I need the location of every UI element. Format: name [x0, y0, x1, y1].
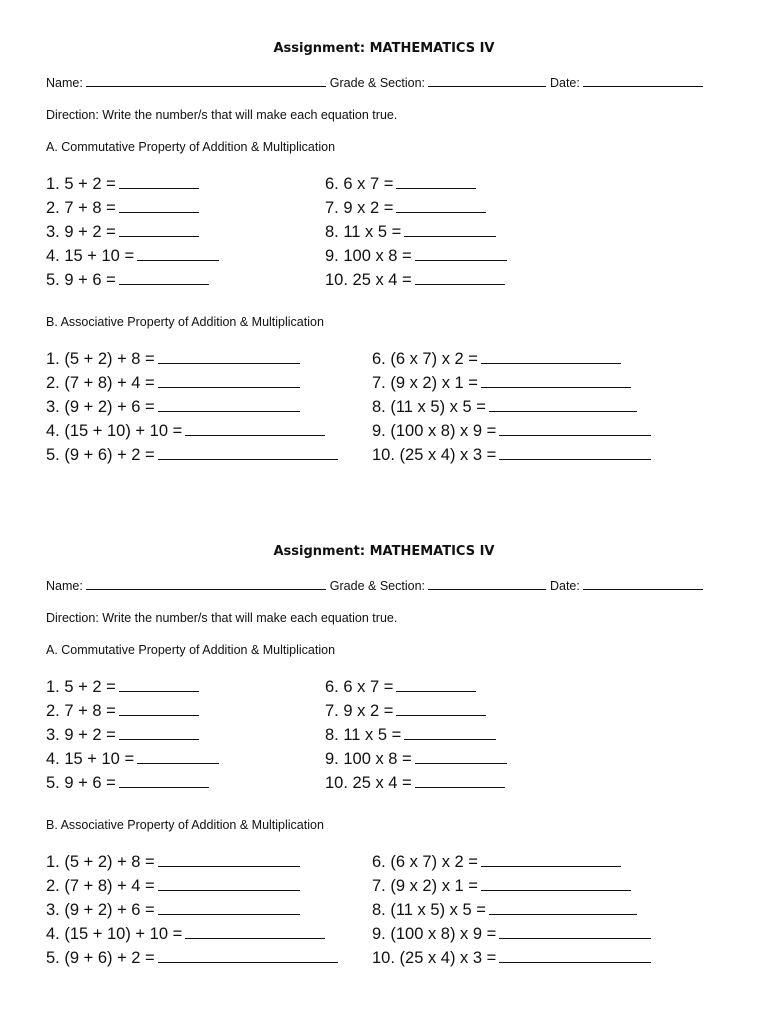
date-blank[interactable] — [583, 75, 703, 87]
equation-text: 10. (25 x 4) x 3 = — [372, 949, 497, 967]
equation-text: 2. (7 + 8) + 4 = — [46, 877, 155, 895]
equation-item — [46, 900, 300, 920]
answer-blank[interactable] — [119, 725, 199, 740]
equation-item — [325, 773, 505, 793]
equation-item — [46, 421, 325, 441]
answer-blank[interactable] — [404, 725, 496, 740]
worksheet-1 — [0, 0, 768, 500]
answer-blank[interactable] — [396, 677, 476, 692]
answer-blank[interactable] — [158, 948, 338, 963]
equation-item — [46, 246, 219, 266]
date-blank[interactable] — [583, 578, 703, 590]
worksheet-title: Assignment: MATHEMATICS IV — [273, 41, 495, 56]
equation-text: 9. 100 x 8 = — [325, 750, 412, 768]
equation-item — [46, 222, 199, 242]
equation-item — [372, 852, 621, 872]
student-info-row — [46, 578, 703, 593]
answer-blank[interactable] — [119, 677, 199, 692]
equation-item — [46, 445, 338, 465]
grade-section-blank[interactable] — [428, 75, 546, 87]
answer-blank[interactable] — [415, 773, 505, 788]
equation-text: 6. (6 x 7) x 2 = — [372, 350, 478, 368]
equation-item — [372, 876, 631, 896]
answer-blank[interactable] — [158, 900, 300, 915]
answer-blank[interactable] — [396, 174, 476, 189]
equation-item — [46, 749, 219, 769]
equation-item — [46, 948, 338, 968]
name-label: Name: — [46, 76, 83, 90]
answer-blank[interactable] — [158, 349, 300, 364]
equation-item — [372, 900, 637, 920]
equation-text: 6. 6 x 7 = — [325, 678, 394, 696]
equation-text: 5. 9 + 6 = — [46, 271, 116, 289]
answer-blank[interactable] — [489, 397, 637, 412]
answer-blank[interactable] — [481, 876, 631, 891]
equation-item — [372, 421, 651, 441]
equation-text: 5. (9 + 6) + 2 = — [46, 949, 155, 967]
equation-item — [325, 749, 507, 769]
equation-item — [325, 725, 496, 745]
answer-blank[interactable] — [158, 397, 300, 412]
equation-item — [372, 373, 631, 393]
student-info-row — [46, 75, 703, 90]
equation-text: 7. 9 x 2 = — [325, 702, 394, 720]
answer-blank[interactable] — [158, 876, 300, 891]
name-blank[interactable] — [86, 75, 326, 87]
equation-text: 7. (9 x 2) x 1 = — [372, 374, 478, 392]
equation-item — [325, 222, 496, 242]
equation-text: 9. 100 x 8 = — [325, 247, 412, 265]
equation-text: 2. (7 + 8) + 4 = — [46, 374, 155, 392]
equation-text: 9. (100 x 8) x 9 = — [372, 925, 497, 943]
answer-blank[interactable] — [499, 445, 651, 460]
answer-blank[interactable] — [396, 198, 486, 213]
section-b-heading: B. Associative Property of Addition & Multiplication — [46, 818, 324, 832]
direction-text: Direction: Write the number/s that will make each equation true. — [46, 108, 398, 122]
answer-blank[interactable] — [185, 924, 325, 939]
equation-text: 3. 9 + 2 = — [46, 726, 116, 744]
equation-item — [46, 373, 300, 393]
equation-text: 3. (9 + 2) + 6 = — [46, 901, 155, 919]
answer-blank[interactable] — [119, 222, 199, 237]
answer-blank[interactable] — [396, 701, 486, 716]
grade-section-label: Grade & Section: — [329, 76, 425, 90]
equation-item — [46, 701, 199, 721]
equation-item — [46, 349, 300, 369]
name-label: Name: — [46, 579, 83, 593]
answer-blank[interactable] — [481, 373, 631, 388]
equation-item — [46, 270, 209, 290]
equation-text: 8. (11 x 5) x 5 = — [372, 901, 486, 919]
date-label: Date: — [549, 76, 580, 90]
equation-item — [325, 174, 476, 194]
equation-text: 8. 11 x 5 = — [325, 223, 402, 241]
answer-blank[interactable] — [137, 246, 219, 261]
equation-text: 4. 15 + 10 = — [46, 247, 135, 265]
equation-text: 1. (5 + 2) + 8 = — [46, 853, 155, 871]
answer-blank[interactable] — [404, 222, 496, 237]
section-b-heading: B. Associative Property of Addition & Multiplication — [46, 315, 324, 329]
equation-item — [46, 773, 209, 793]
equation-item — [46, 876, 300, 896]
equation-item — [46, 198, 199, 218]
equation-item — [372, 397, 637, 417]
equation-text: 3. 9 + 2 = — [46, 223, 116, 241]
equation-text: 10. 25 x 4 = — [325, 774, 412, 792]
answer-blank[interactable] — [119, 174, 199, 189]
answer-blank[interactable] — [481, 349, 621, 364]
equation-text: 2. 7 + 8 = — [46, 702, 116, 720]
equation-text: 1. 5 + 2 = — [46, 175, 116, 193]
answer-blank[interactable] — [415, 246, 507, 261]
equation-text: 2. 7 + 8 = — [46, 199, 116, 217]
equation-item — [325, 270, 505, 290]
answer-blank[interactable] — [119, 773, 209, 788]
equation-text: 7. 9 x 2 = — [325, 199, 394, 217]
worksheet-title: Assignment: MATHEMATICS IV — [273, 544, 495, 559]
equation-text: 8. 11 x 5 = — [325, 726, 402, 744]
answer-blank[interactable] — [415, 270, 505, 285]
answer-blank[interactable] — [158, 445, 338, 460]
answer-blank[interactable] — [481, 852, 621, 867]
equation-item — [46, 174, 199, 194]
equation-text: 6. 6 x 7 = — [325, 175, 394, 193]
worksheet-2 — [0, 503, 768, 1003]
section-a-heading: A. Commutative Property of Addition & Multiplication — [46, 643, 336, 657]
equation-text: 1. (5 + 2) + 8 = — [46, 350, 155, 368]
equation-item — [325, 246, 507, 266]
equation-item — [46, 725, 199, 745]
equation-text: 4. (15 + 10) + 10 = — [46, 925, 183, 943]
equation-item — [46, 924, 325, 944]
equation-text: 3. (9 + 2) + 6 = — [46, 398, 155, 416]
equation-item — [372, 445, 651, 465]
grade-section-label: Grade & Section: — [329, 579, 425, 593]
equation-text: 5. (9 + 6) + 2 = — [46, 446, 155, 464]
equation-item — [46, 677, 199, 697]
section-a-heading: A. Commutative Property of Addition & Multiplication — [46, 140, 336, 154]
answer-blank[interactable] — [185, 421, 325, 436]
answer-blank[interactable] — [499, 421, 651, 436]
direction-text: Direction: Write the number/s that will make each equation true. — [46, 611, 398, 625]
answer-blank[interactable] — [499, 924, 651, 939]
equation-text: 6. (6 x 7) x 2 = — [372, 853, 478, 871]
equation-text: 9. (100 x 8) x 9 = — [372, 422, 497, 440]
answer-blank[interactable] — [499, 948, 651, 963]
answer-blank[interactable] — [158, 373, 300, 388]
equation-text: 4. 15 + 10 = — [46, 750, 135, 768]
grade-section-blank[interactable] — [428, 578, 546, 590]
equation-text: 4. (15 + 10) + 10 = — [46, 422, 183, 440]
equation-item — [325, 198, 486, 218]
name-blank[interactable] — [86, 578, 326, 590]
equation-text: 5. 9 + 6 = — [46, 774, 116, 792]
answer-blank[interactable] — [119, 270, 209, 285]
answer-blank[interactable] — [137, 749, 219, 764]
answer-blank[interactable] — [119, 701, 199, 716]
equation-text: 1. 5 + 2 = — [46, 678, 116, 696]
equation-item — [46, 852, 300, 872]
equation-text: 10. (25 x 4) x 3 = — [372, 446, 497, 464]
equation-item — [372, 948, 651, 968]
equation-item — [46, 397, 300, 417]
answer-blank[interactable] — [119, 198, 199, 213]
answer-blank[interactable] — [415, 749, 507, 764]
equation-item — [372, 924, 651, 944]
equation-item — [325, 677, 476, 697]
date-label: Date: — [549, 579, 580, 593]
answer-blank[interactable] — [489, 900, 637, 915]
answer-blank[interactable] — [158, 852, 300, 867]
equation-item — [372, 349, 621, 369]
equation-text: 8. (11 x 5) x 5 = — [372, 398, 486, 416]
equation-text: 10. 25 x 4 = — [325, 271, 412, 289]
equation-item — [325, 701, 486, 721]
equation-text: 7. (9 x 2) x 1 = — [372, 877, 478, 895]
